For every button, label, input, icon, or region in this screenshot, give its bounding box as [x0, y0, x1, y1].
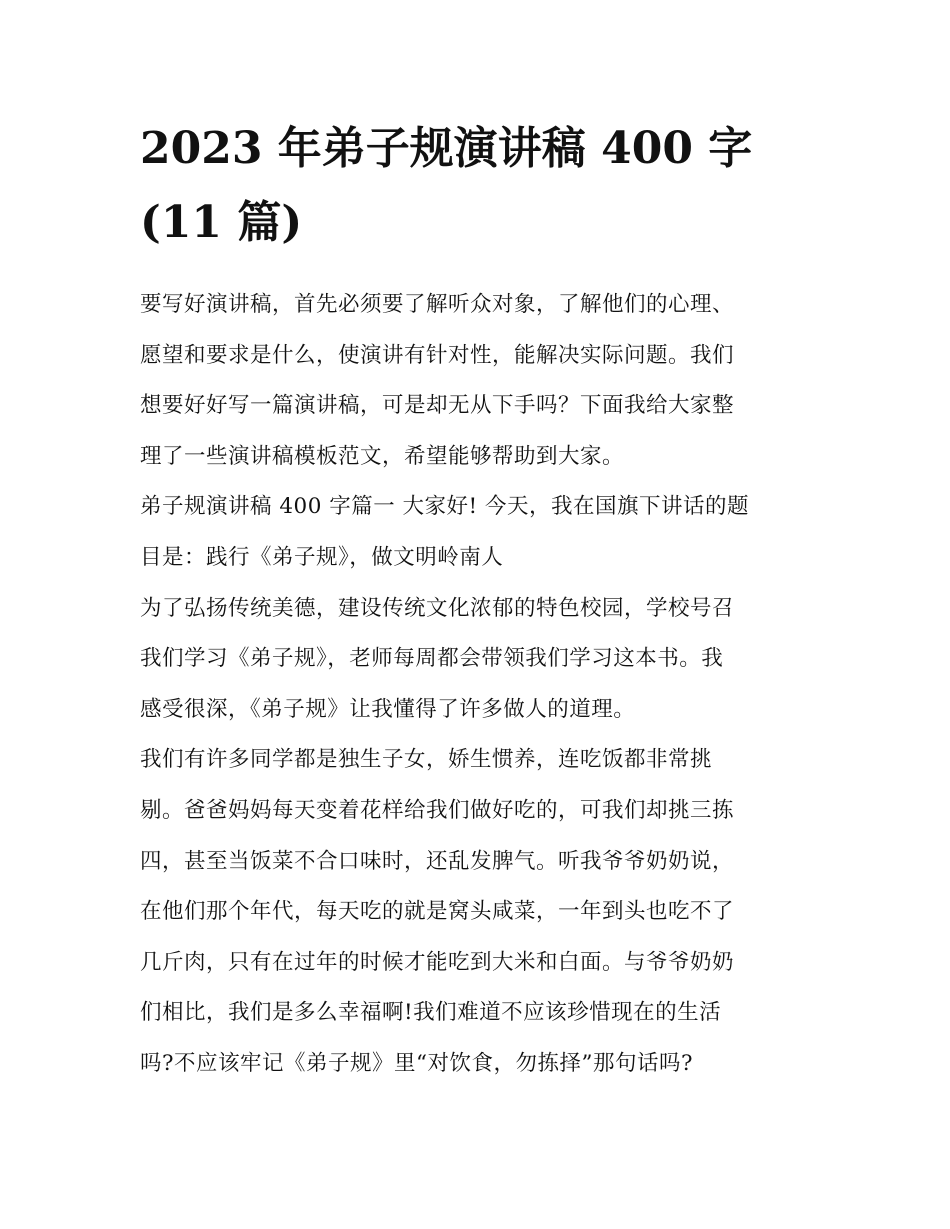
intro-paragraph — [140, 280, 810, 482]
text-line: 目是：践行《弟子规》，做文明岭南人 — [140, 544, 504, 570]
text-line: 我们有许多同学都是独生子女，娇生惯养，连吃饭都非常挑 — [140, 747, 713, 773]
text-line: 在他们那个年代，每天吃的就是窝头咸菜，一年到头也吃不了 — [140, 899, 735, 925]
speech-heading-paragraph — [140, 482, 810, 583]
text-line: 我们学习《弟子规》，老师每周都会带领我们学习这本书。我 — [140, 646, 724, 672]
text-line: 剔。爸爸妈妈每天变着花样给我们做好吃的，可我们却挑三拣 — [140, 797, 735, 823]
text-line: 要写好演讲稿，首先必须要了解听众对象，了解他们的心理、 — [140, 292, 735, 317]
title-line: 2023 年弟子规演讲稿 400 字 — [140, 123, 753, 174]
document-body — [140, 112, 810, 1090]
title-line: (11 篇) — [140, 197, 303, 248]
text-line: 想要好好写一篇演讲稿，可是却无从下手吗？下面我给大家整 — [140, 393, 735, 419]
text-line: 愿望和要求是什么，使演讲有针对性，能解决实际问题。我们 — [140, 342, 735, 368]
text-line: 理了一些演讲稿模板范文，希望能够帮助到大家。 — [140, 443, 625, 469]
text-line: 们相比，我们是多么幸福啊!我们难道不应该珍惜现在的生活 — [140, 1000, 722, 1026]
body-paragraph — [140, 584, 810, 736]
text-line: 几斤肉，只有在过年的时候才能吃到大米和白面。与爷爷奶奶 — [140, 949, 735, 975]
page-title — [140, 112, 810, 260]
text-line: 为了弘扬传统美德，建设传统文化浓郁的特色校园，学校号召 — [140, 595, 735, 621]
body-paragraph — [140, 735, 810, 1089]
text-line: 四，甚至当饭菜不合口味时，还乱发脾气。听我爷爷奶奶说， — [140, 848, 735, 874]
text-line: 吗?不应该牢记《弟子规》里“对饮食，勿拣择”那句话吗? — [140, 1050, 694, 1076]
text-line: 感受很深，《弟子规》让我懂得了许多做人的道理。 — [140, 696, 636, 722]
text-line: 弟子规演讲稿 400 字篇一 大家好! 今天，我在国旗下讲话的题 — [140, 494, 750, 520]
